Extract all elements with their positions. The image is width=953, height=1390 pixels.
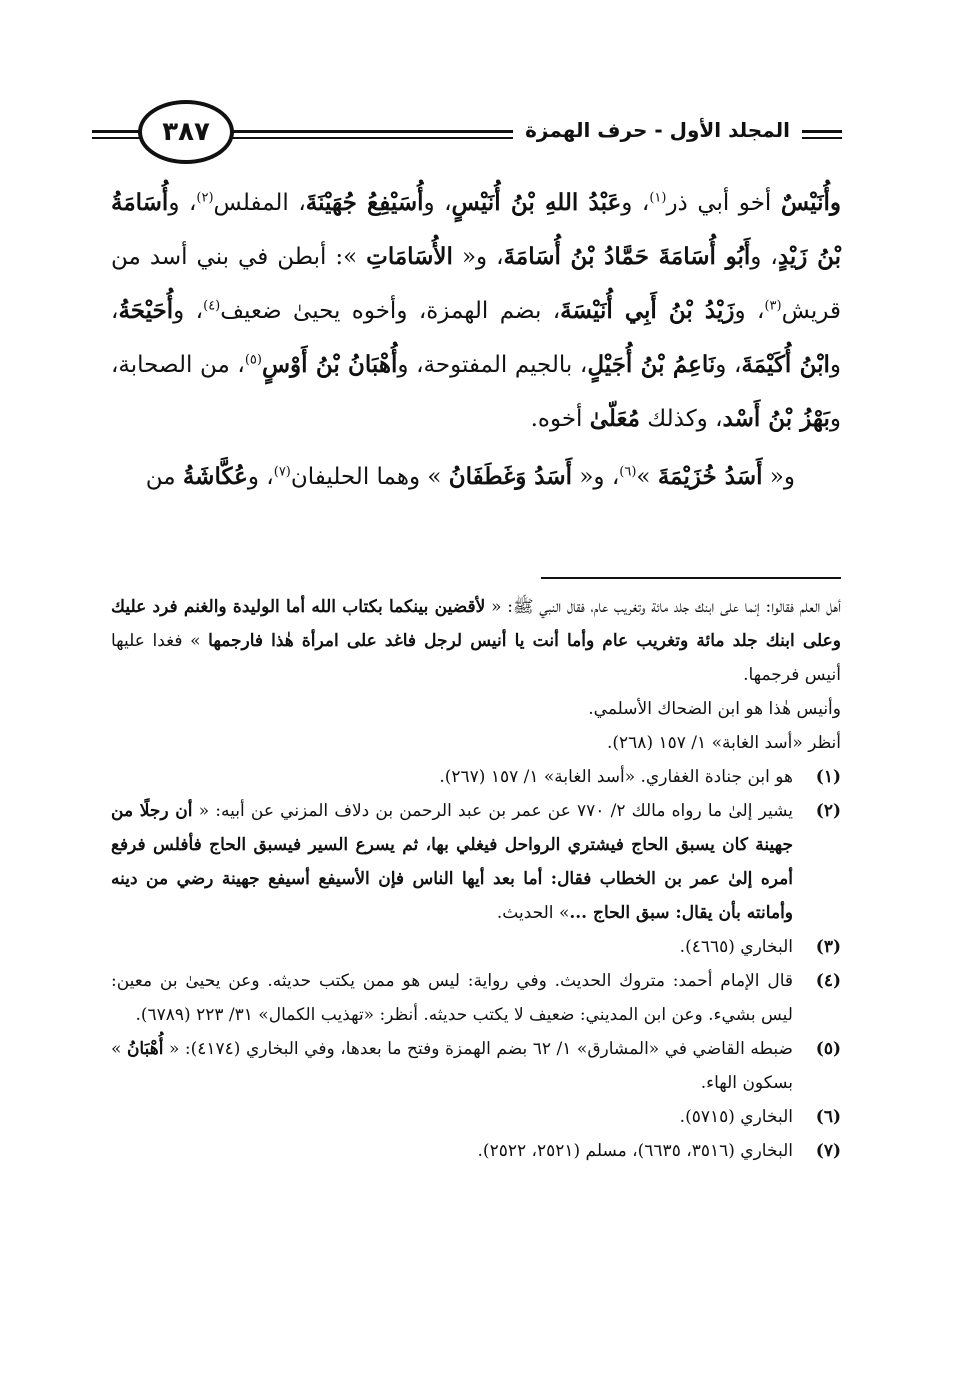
footnote-ref: (٢) (196, 190, 214, 206)
emphasized-name: أَبُو أُسَامَةَ حَمَّادُ بْنُ أُسَامَةَ (503, 243, 751, 270)
emphasized-name: عُكَّاشَةُ (182, 463, 248, 490)
text-run: » الحديث. (496, 903, 570, 923)
footnote-number: (١) (815, 767, 841, 787)
text-run: البخاري (٥٧١٥). (679, 1107, 793, 1127)
page-header (92, 98, 842, 170)
running-title: المجلد الأول - حرف الهمزة (513, 118, 802, 142)
text-run: قال الإمام أحمد: متروك الحديث. وفي رواية: ليس هو ممن يكتب حديثه. وعن يحيىٰ بن معين: ليس بشيء. وعن ابن المديني: ضعيف لا يكتب حديثه. أنظر: «تهذيب الكمال» ٣١/ ٢٢٣ (٦٧٨٩). (111, 971, 793, 1025)
footnote-ref: (١) (649, 190, 667, 206)
text-run: ، و (734, 298, 765, 324)
emphasized-name: أَسَدُ خُزَيْمَةَ (657, 463, 763, 490)
footnote-number: (٣) (815, 937, 841, 957)
footnote-item (111, 964, 841, 1032)
footnote-text (111, 1100, 793, 1134)
text-run: » فغدا عليها أنيس فرجمها. (111, 631, 841, 685)
footnote-number: (٦) (815, 1107, 841, 1127)
footnote-text (111, 1032, 793, 1100)
text-run: ، و (715, 352, 742, 378)
text-run: ، و (423, 190, 452, 216)
footnote-number: (٤) (815, 971, 841, 991)
text-run: يشير إلىٰ ما رواه مالك ٢/ ٧٧٠ عن عمر بن عبد الرحمن بن دلاف المزني عن أبيه: « (192, 801, 794, 821)
footnote-carryover (111, 692, 841, 726)
footnote-text (111, 794, 793, 930)
footnote-ref: (٦) (619, 464, 637, 480)
text-run: ضبطه القاضي في «المشارق» ١/ ٦٢ بضم الهمزة وفتح ما بعدها، وفي البخاري (٤١٧٤): « (163, 1039, 793, 1059)
text-run: أخو أبي ذر (666, 190, 781, 216)
emphasized-name: نَاعِمُ بْنُ أُجَيْلٍ (587, 351, 716, 378)
footnote-item (111, 1100, 841, 1134)
text-run: و« (762, 464, 795, 490)
text-run: ، و« (452, 244, 504, 270)
text-run: ، وكذلك (639, 406, 723, 432)
page-number: ٣٨٧ (162, 117, 210, 147)
page-number-badge (138, 100, 234, 164)
text-run: ، و (168, 190, 197, 216)
text-run: ، و« (572, 464, 620, 490)
text-run: » بسكون الهاء. (111, 1039, 793, 1093)
emphasized-name: أُسَامَةُ بْنُ زَيْدٍ (111, 189, 842, 270)
emphasized-name: زَيْدُ بْنُ أَبِي أُنَيْسَةَ (560, 297, 735, 324)
footnote-item (111, 930, 841, 964)
text-run: البخاري (٤٦٦٥). (679, 937, 793, 957)
footnote-carryover (111, 590, 841, 692)
emphasized-name: وأُنَيْسٌ (780, 189, 841, 216)
emphasized-name: أُسَيْفِعُ جُهَيْنَةَ (305, 189, 424, 216)
text-run: » (636, 464, 658, 490)
emphasized-name: لأقضين بينكما بكتاب الله أما الوليدة والغنم فرد عليك وعلى ابنك جلد مائة وتغريب عام وأما أنت يا أنيس لرجل فاغد على امرأة هٰذا فارجمها (111, 597, 841, 651)
text-run: البخاري (٣٥١٦، ٦٦٣٥)، مسلم (٢٥٢١، ٢٥٢٢). (477, 1141, 793, 1161)
footnotes (111, 590, 841, 1168)
text-run: » وهما الحليفان (290, 464, 449, 490)
footnote-item (111, 794, 841, 930)
text-run: ، و (111, 298, 842, 378)
footnote-number: (٥) (815, 1039, 841, 1059)
text-run: ، و (621, 190, 650, 216)
footnote-separator (541, 577, 841, 579)
text-run: ، و (173, 298, 204, 324)
text-run: ، بالجيم المفتوحة، و (397, 352, 588, 378)
body-paragraph (111, 450, 841, 504)
text-run: »: أبطن في بني أسد من قريش (111, 244, 841, 324)
footnote-number: (٧) (815, 1141, 841, 1161)
text-run: وأنيس هٰذا هو ابن الضحاك الأسلمي. (588, 699, 841, 719)
footnote-number: (٢) (815, 801, 841, 821)
footnote-ref: (٥) (244, 352, 262, 368)
footnote-ref: (٧) (273, 464, 291, 480)
main-text (111, 176, 841, 504)
footnote-item (111, 1134, 841, 1168)
emphasized-name: مُعَلّىٰ (589, 405, 640, 432)
emphasized-name: أَسَدُ وَغَطَفَانُ (448, 463, 573, 490)
text-run: هو ابن جنادة الغفاري. «أسد الغابة» ١/ ١٥٧ (٢٦٧). (439, 767, 793, 787)
footnote-text (111, 930, 793, 964)
footnote-carryover (111, 726, 841, 760)
text-run: من (145, 464, 183, 490)
text-run: ، و (247, 464, 274, 490)
footnote-ref: (٣) (764, 298, 782, 314)
body-paragraph (111, 176, 841, 446)
emphasized-name: أُهْبَانُ (126, 1039, 164, 1059)
emphasized-name: ابْنُ أُكَيْمَةَ (741, 351, 830, 378)
text-run: ، بضم الهمزة، وأخوه يحيىٰ ضعيف (220, 298, 561, 324)
text-run: أنظر «أسد الغابة» ١/ ١٥٧ (٢٦٨). (606, 733, 841, 753)
footnote-item (111, 760, 841, 794)
footnote-text (111, 760, 793, 794)
text-run: أخوه. (530, 406, 590, 432)
footnote-text (111, 1134, 793, 1168)
footnote-ref: (٤) (203, 298, 221, 314)
text-run: أهل العلم فقالوا: إنما على ابنك جلد مائة وتغريب عام، فقال النبي ﷺ: « (485, 597, 841, 617)
footnote-text (111, 964, 793, 1032)
text-run: ، و (750, 244, 778, 270)
emphasized-name: الأُسَامَاتِ (366, 243, 453, 270)
text-run: ، من الصحابة، و (111, 352, 841, 432)
emphasized-name: بَهْزُ بْنُ أَسْد (722, 405, 830, 432)
emphasized-name: عَبْدُ اللهِ بْنُ أُنَيْسٍ (451, 189, 622, 216)
emphasized-name: أُهْبَانُ بْنُ أَوْسٍ (261, 351, 398, 378)
text-run: ، المفلس (213, 190, 306, 216)
emphasized-name: أُحَيْحَةُ (118, 297, 174, 324)
emphasized-name: أن رجلًا من جهينة كان يسبق الحاج فيشتري الرواحل فيغلي بها، ثم يسرع السير فيسبق الحاج فأفلس فرفع أمره إلىٰ عمر بن الخطاب فقال: أما بعد أيها الناس فإن الأسيفع أسيفع جهينة رضي من دينه وأمانته بأن يقال: سبق الحاج ... (111, 801, 793, 923)
footnote-item (111, 1032, 841, 1100)
